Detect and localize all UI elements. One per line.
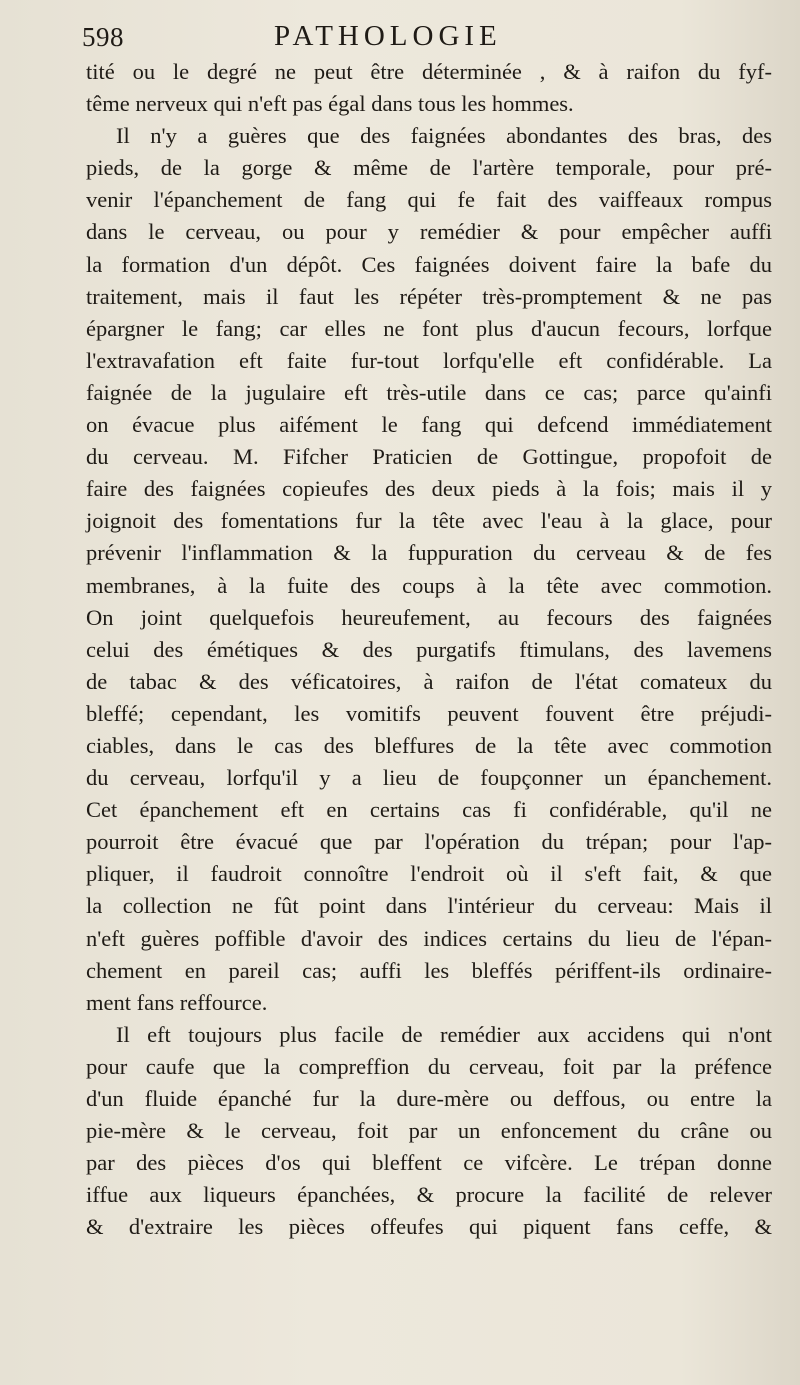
text-line: du cerveau, lorfqu'il y a lieu de foupçonner un épanchement. (86, 765, 772, 791)
text-line: dans le cerveau, ou pour y remédier & pour empêcher auffi (86, 219, 772, 245)
text-line: joignoit des fomentations fur la tête avec l'eau à la glace, pour (86, 508, 772, 534)
text-line: Il n'y a guères que des faignées abondantes des bras, des (116, 123, 772, 149)
text-line: épargner le fang; car elles ne font plus d'aucun fecours, lorfque (86, 315, 772, 341)
text-line: du cerveau. M. Fifcher Praticien de Gottingue, propofoit de (86, 444, 772, 470)
text-line: tême nerveux qui n'eft pas égal dans tous les hommes. (86, 91, 574, 117)
text-line: faire des faignées copieufes des deux pieds à la fois; mais il y (86, 476, 772, 502)
text-line: venir l'épanchement de fang qui fe fait des vaiffeaux rompus (86, 187, 772, 213)
text-line: d'un fluide épanché fur la dure-mère ou deffous, ou entre la (86, 1086, 772, 1111)
page-number: 598 (82, 22, 124, 52)
text-line: Cet épanchement eft en certains cas fi confidérable, qu'il ne (86, 797, 772, 823)
text-line: bleffé; cependant, les vomitifs peuvent fouvent être préjudi- (86, 700, 772, 726)
text-line: on évacue plus aifément le fang qui defcend immédiatement (86, 412, 772, 438)
text-line: celui des émétiques & des purgatifs ftimulans, des lavemens (86, 636, 772, 662)
running-title: PATHOLOGIE (274, 20, 502, 52)
text-line: pieds, de la gorge & même de l'artère temporale, pour pré- (86, 155, 772, 181)
page-header (82, 18, 772, 58)
text-line: pourroit être évacué que par l'opération du trépan; pour l'ap- (86, 829, 772, 855)
text-line: & d'extraire les pièces offeufes qui piquent fans ceffe, & (86, 1214, 772, 1240)
text-line: On joint quelquefois heureufement, au fecours des faignées (86, 604, 772, 630)
text-line: de tabac & des véficatoires, à raifon de l'état comateux du (86, 668, 772, 694)
body-text (86, 56, 772, 1243)
text-line: pliquer, il faudroit connoître l'endroit où il s'eft fait, & que (86, 861, 772, 887)
text-line: ciables, dans le cas des bleffures de la tête avec commotion (86, 732, 772, 758)
text-line: par des pièces d'os qui bleffent ce vifcère. Le trépan donne (86, 1150, 772, 1176)
text-line: pour caufe que la compreffion du cerveau, foit par la préfence (86, 1053, 772, 1079)
text-line: la formation d'un dépôt. Ces faignées doivent faire la bafe du (86, 251, 772, 277)
text-line: tité ou le degré ne peut être déterminée , & à raifon du fyf- (86, 59, 772, 84)
text-line: la collection ne fût point dans l'intérieur du cerveau: Mais il (86, 893, 772, 919)
text-line: faignée de la jugulaire eft très-utile dans ce cas; parce qu'ainfi (86, 379, 772, 405)
text-line: membranes, à la fuite des coups à la tête avec commotion. (86, 572, 772, 598)
text-line: prévenir l'inflammation & la fuppuration du cerveau & de fes (86, 540, 772, 566)
text-line: l'extravafation eft faite fur-tout lorfqu'elle eft confidérable. La (86, 347, 772, 373)
text-line: n'eft guères poffible d'avoir des indices certains du lieu de l'épan- (86, 925, 772, 951)
text-line: traitement, mais il faut les répéter très-promptement & ne pas (86, 283, 772, 309)
text-line: Il eft toujours plus facile de remédier aux accidens qui n'ont (116, 1021, 772, 1047)
text-line: chement en pareil cas; auffi les bleffés périffent-ils ordinaire- (86, 957, 772, 983)
text-line: pie-mère & le cerveau, foit par un enfoncement du crâne ou (86, 1118, 772, 1144)
text-line: ment fans reffource. (86, 989, 268, 1015)
text-line: iffue aux liqueurs épanchées, & procure la facilité de relever (86, 1182, 772, 1208)
